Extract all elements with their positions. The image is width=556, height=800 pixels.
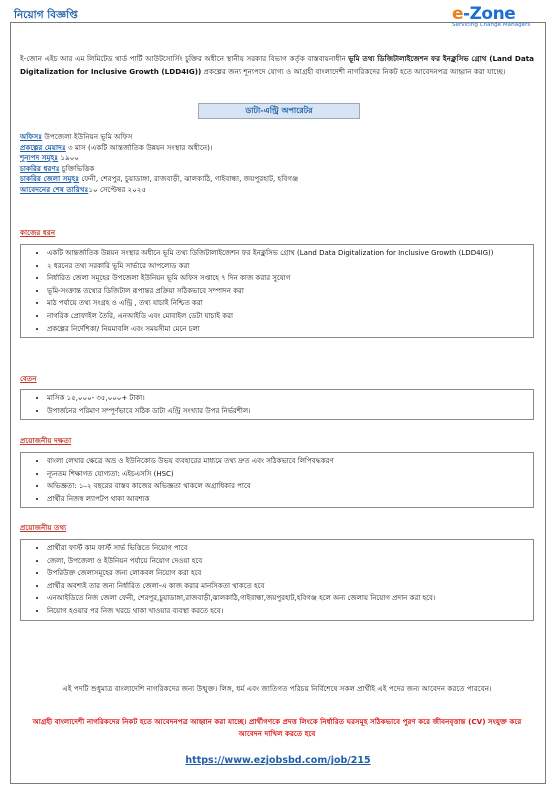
logo-letter-e: e [452,4,464,24]
list-item: • ন্যূনতম শিক্ষাগত যোগ্যতা: এইচএসসি (HSC) [47,468,525,481]
section-title-skills: প্রয়োজনীয় দক্ষতা [20,436,72,445]
salary-list-box [20,389,534,420]
info-row: অফিসঃ উপজেলা ইউনিয়ন ভূমি অফিস [20,132,133,141]
job-info [20,132,298,196]
list-item: • নিয়োগ হওয়ার পর নিজ খরচে থাকা খাওয়ার ব্যবস্থা করতে হবে। [47,605,525,618]
section-title-necessary: প্রয়োজনীয় তথ্য [20,523,67,532]
info-row: আবেদনের শেষ তারিখঃ১০ সেপ্টেম্বর ২০২৫ [20,184,147,194]
list-item: • বাংলা লেখার ক্ষেত্রে অভ্র ও ইউনিকোড উভয় ব্যবহারের মাধ্যমে তথ্য দ্রুত এবং সঠিকভাবে লিপিবদ্ধকরণ [47,455,525,468]
eligibility-note: এই পদটি শুধুমাত্র বাংলাদেশি নাগরিকদের জন্য উন্মুক্ত। লিঙ্গ, ধর্ম এবং জাতিগত পরিচয় নির্বিশেষে সকল প্রার্থীই এই পদের জন্য আবেদন করতে পারবেন। [62,684,492,693]
list-item: • প্রার্থীরা ফার্স্ট কাম ফার্স্ট সার্ভ ভিত্তিতে নিয়োগ পাবে [47,542,525,555]
list-item: • প্রার্থীর অবশ্যই তার জন্য নির্ধারিত জেলা-এ কাজ করার মানসিকতা থাকতে হবে [47,580,525,593]
list-item: • একটি আন্তর্জাতিক উন্নয়ন সংস্থার অধীনে ভূমি তথ্য ডিজিটালাইজেশন ফর ইনক্লুসিভ গ্রোথ (Land Data Digitalization for Inclusive Growth (LDD4IG)) [47,247,525,260]
section-title-salary: বেতন [20,374,37,383]
list-item: • অভিজ্ঞতা: ১–২ বছরের বাস্তব কাজের অভিজ্ঞতা থাকলে অগ্রাধিকার পাবে [47,480,525,493]
work-list-box [20,244,534,338]
intro-paragraph: ই-জোন এইচ আর এম লিমিটেড থার্ড পার্টি আউটসোর্সিং চুক্তির অধীনে স্থানীয় সরকার বিভাগ কর্তৃক বাস্তবায়নাধীন ভূমি তথ্য ডিজিটালাইজেশন ফর ইনক্লুসিভ গ্রোথ (Land Data Digitalization for Inclusive Growth (LDD4IG)) প্রকল্পের জন্য শূন্যপদে যোগ্য ও আগ্রহী বাংলাদেশী নাগরিকদের নিকট হতে আবেদনপত্র আহ্বান করা যাচ্ছে। [20,54,535,76]
list-item: • জেলা, উপজেলা ও ইউনিয়ন পর্যায়ে নিয়োগ দেওয়া হবে [47,555,525,568]
list-item: • এনআইডিতে নিজ জেলা ফেনী, শেরপুর,চুয়াডাঙ্গা,রাজবাড়ী,ঝালকাঠি,গাইবান্ধা,জয়পুরহাট,হবিগঞ্জ হলে অন্য জেলায় নিয়োগ প্রদান করা হবে। [47,592,525,605]
list-item: • প্রকল্পের নির্দেশিকা/ নিয়মাবলি এবং সময়সীমা মেনে চলা [47,323,525,336]
logo-tagline: Servicing Change Managers [452,22,531,28]
info-row: চাকরির জেলা সমূহঃ ফেনী, শেরপুর, চুয়াডাঙ্গা, রাজবাড়ী, ঝালকাঠি, গাইবান্ধা, জয়পুরহাট, হবিগঞ্জ [20,174,299,184]
skills-list-box [20,452,534,508]
project-name: ভূমি তথ্য ডিজিটালাইজেশন ফর ইনক্লুসিভ গ্রোথ (Land Data Digitalization for Inclusive Growth (LDD4IG)) [20,54,535,76]
info-row: প্রকল্পের মেয়াদঃ ৩ মাস (একটি আন্তর্জাতিক উন্নয়ন সংস্থার অধীনে)। [20,142,213,152]
job-title: ডাটা-এন্ট্রি অপারেটর [198,103,360,119]
list-item: • নাগরিক প্রোফাইল তৈরি, এনআইডি এবং মোবাইল ডেটা যাচাই করা [47,310,525,323]
info-row: শূন্যপদ সমূহঃ ১৯০০ [20,153,80,163]
list-item: • ভূমি-সংক্রান্ত তথ্যের ডিজিটাল রূপান্তর প্রক্রিয়া সঠিকভাবে সম্পাদন করা [47,285,525,298]
list-item: • প্রার্থীর নিজস্ব ল্যাপটপ থাকা আবশ্যক [47,493,525,506]
section-title-work: কাজের ধরন [20,228,56,237]
list-item: • মাসিক ১৫,০০০- ৩৫,০০০+ টাকা। [47,392,525,405]
list-item: • উপার্জনের পরিমাণ সম্পূর্ণভাবে সঠিক ডাটা এন্ট্রি সংখ্যার উপর নির্ভরশীল। [47,405,525,418]
necessary-list-box [20,539,534,621]
logo-word: -Zone [463,4,516,24]
application-instruction: আগ্রহী বাংলাদেশী নাগরিকদের নিকট হতে আবেদনপত্র আহ্বান করা যাচ্ছে। প্রার্থীগণকে প্রদত্ত লিংকে নির্ধারিত ঘরসমূহ সঠিকভাবে পুরণ করে জীবনবৃত্তান্ত (CV) সংযুক্ত করে আবেদন দাখিল করতে হবে [32,717,522,738]
info-row: চাকরির ধরণঃ চুক্তিভিত্তিক [20,163,95,173]
page-title: নিয়োগ বিজ্ঞপ্তি [14,9,78,21]
list-item: • নির্ধারিত জেলা সমূহের উপজেলা ইউনিয়ন ভূমি অফিস সপ্তাহে ৭ দিন কাজ করার সুযোগ [47,272,525,285]
list-item: • উপরিউক্ত জেলাসমূহের জন্য লোকবল নিয়োগ করা হবে [47,567,525,580]
list-item: • ২ ধরনের তথ্য সরকারি ভূমি সার্ভারে আপলোড করা [47,260,525,273]
apply-link[interactable]: https://www.ezjobsbd.com/job/215 [185,755,371,766]
list-item: • মাঠ পর্যায়ে তথ্য সংগ্রহ ও এন্ট্রি , তথ্য যাচাই নিশ্চিত করা [47,297,525,310]
